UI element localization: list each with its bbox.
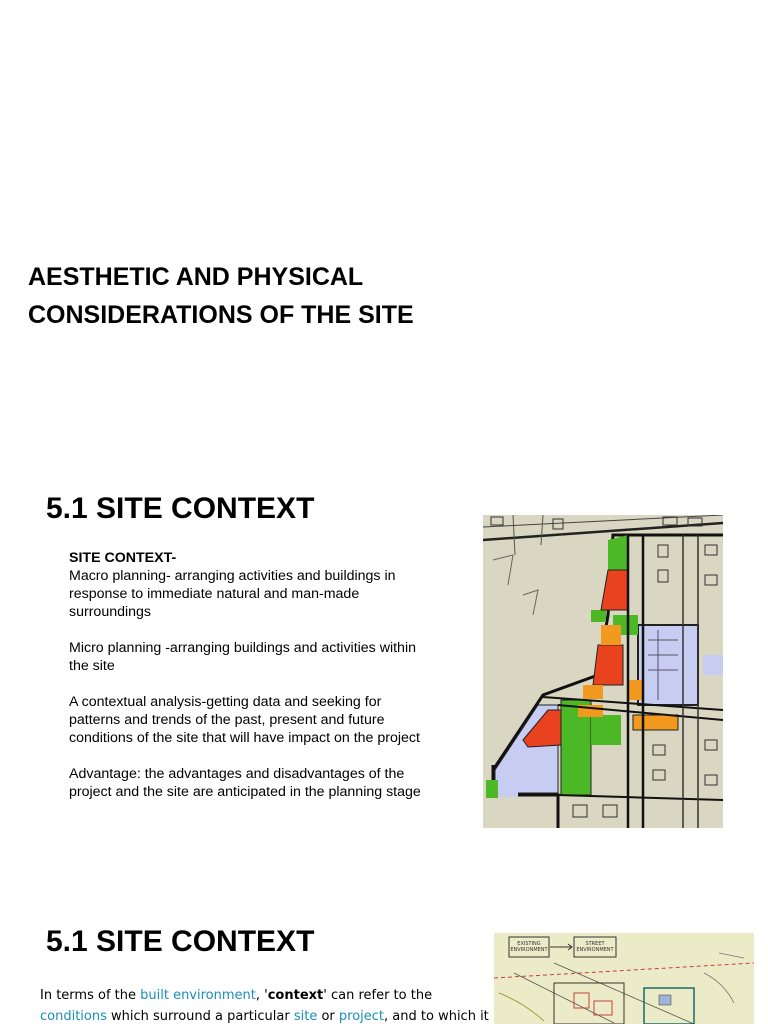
site-context-subheading: SITE CONTEXT- [69,550,177,566]
context-sketch-image [494,933,754,1024]
text-segment: , ' [255,988,268,1003]
text-segment: which surround a particular [106,1009,294,1024]
section-heading-site-context-2: 5.1 SITE CONTEXT [46,925,315,958]
text-segment: In terms of the [40,988,141,1003]
link-conditions[interactable]: conditions [40,1009,107,1024]
advantage-paragraph: Advantage: the advantages and disadvantages of the project and the site are anticipated in the planning stage [69,766,421,800]
sketch-label-street: STREET ENVIRONMENT [576,941,614,953]
slide-title-line-2: CONSIDERATIONS OF THE SITE [28,301,414,329]
micro-planning-paragraph: Micro planning -arranging buildings and activities within the site [69,640,416,674]
slide-title-line-1: AESTHETIC AND PHYSICAL [28,263,364,291]
link-project[interactable]: project [338,1009,385,1024]
slide-title [28,258,548,334]
text-segment: , and to which it [384,1009,489,1024]
link-built-environment[interactable]: built environment [140,988,256,1003]
text-segment: ' can refer to the [323,988,433,1003]
context-definition-text [40,985,500,1027]
contextual-analysis-paragraph: A contextual analysis-getting data and seeking for patterns and trends of the past, present and future conditions of the site that will have impact on the project [69,694,420,746]
context-term: context [267,988,324,1003]
site-plan-map-image [483,515,723,828]
site-context-body [69,549,434,819]
link-site[interactable]: site [293,1009,318,1024]
text-segment: or [317,1009,339,1024]
macro-planning-text: Macro planning- arranging activities and buildings in response to immediate natural and man-made surroundings [69,568,396,620]
macro-planning-paragraph [69,549,434,621]
sketch-label-existing: EXISTING ENVIRONMENT [510,941,548,953]
section-heading-site-context: 5.1 SITE CONTEXT [46,492,315,525]
